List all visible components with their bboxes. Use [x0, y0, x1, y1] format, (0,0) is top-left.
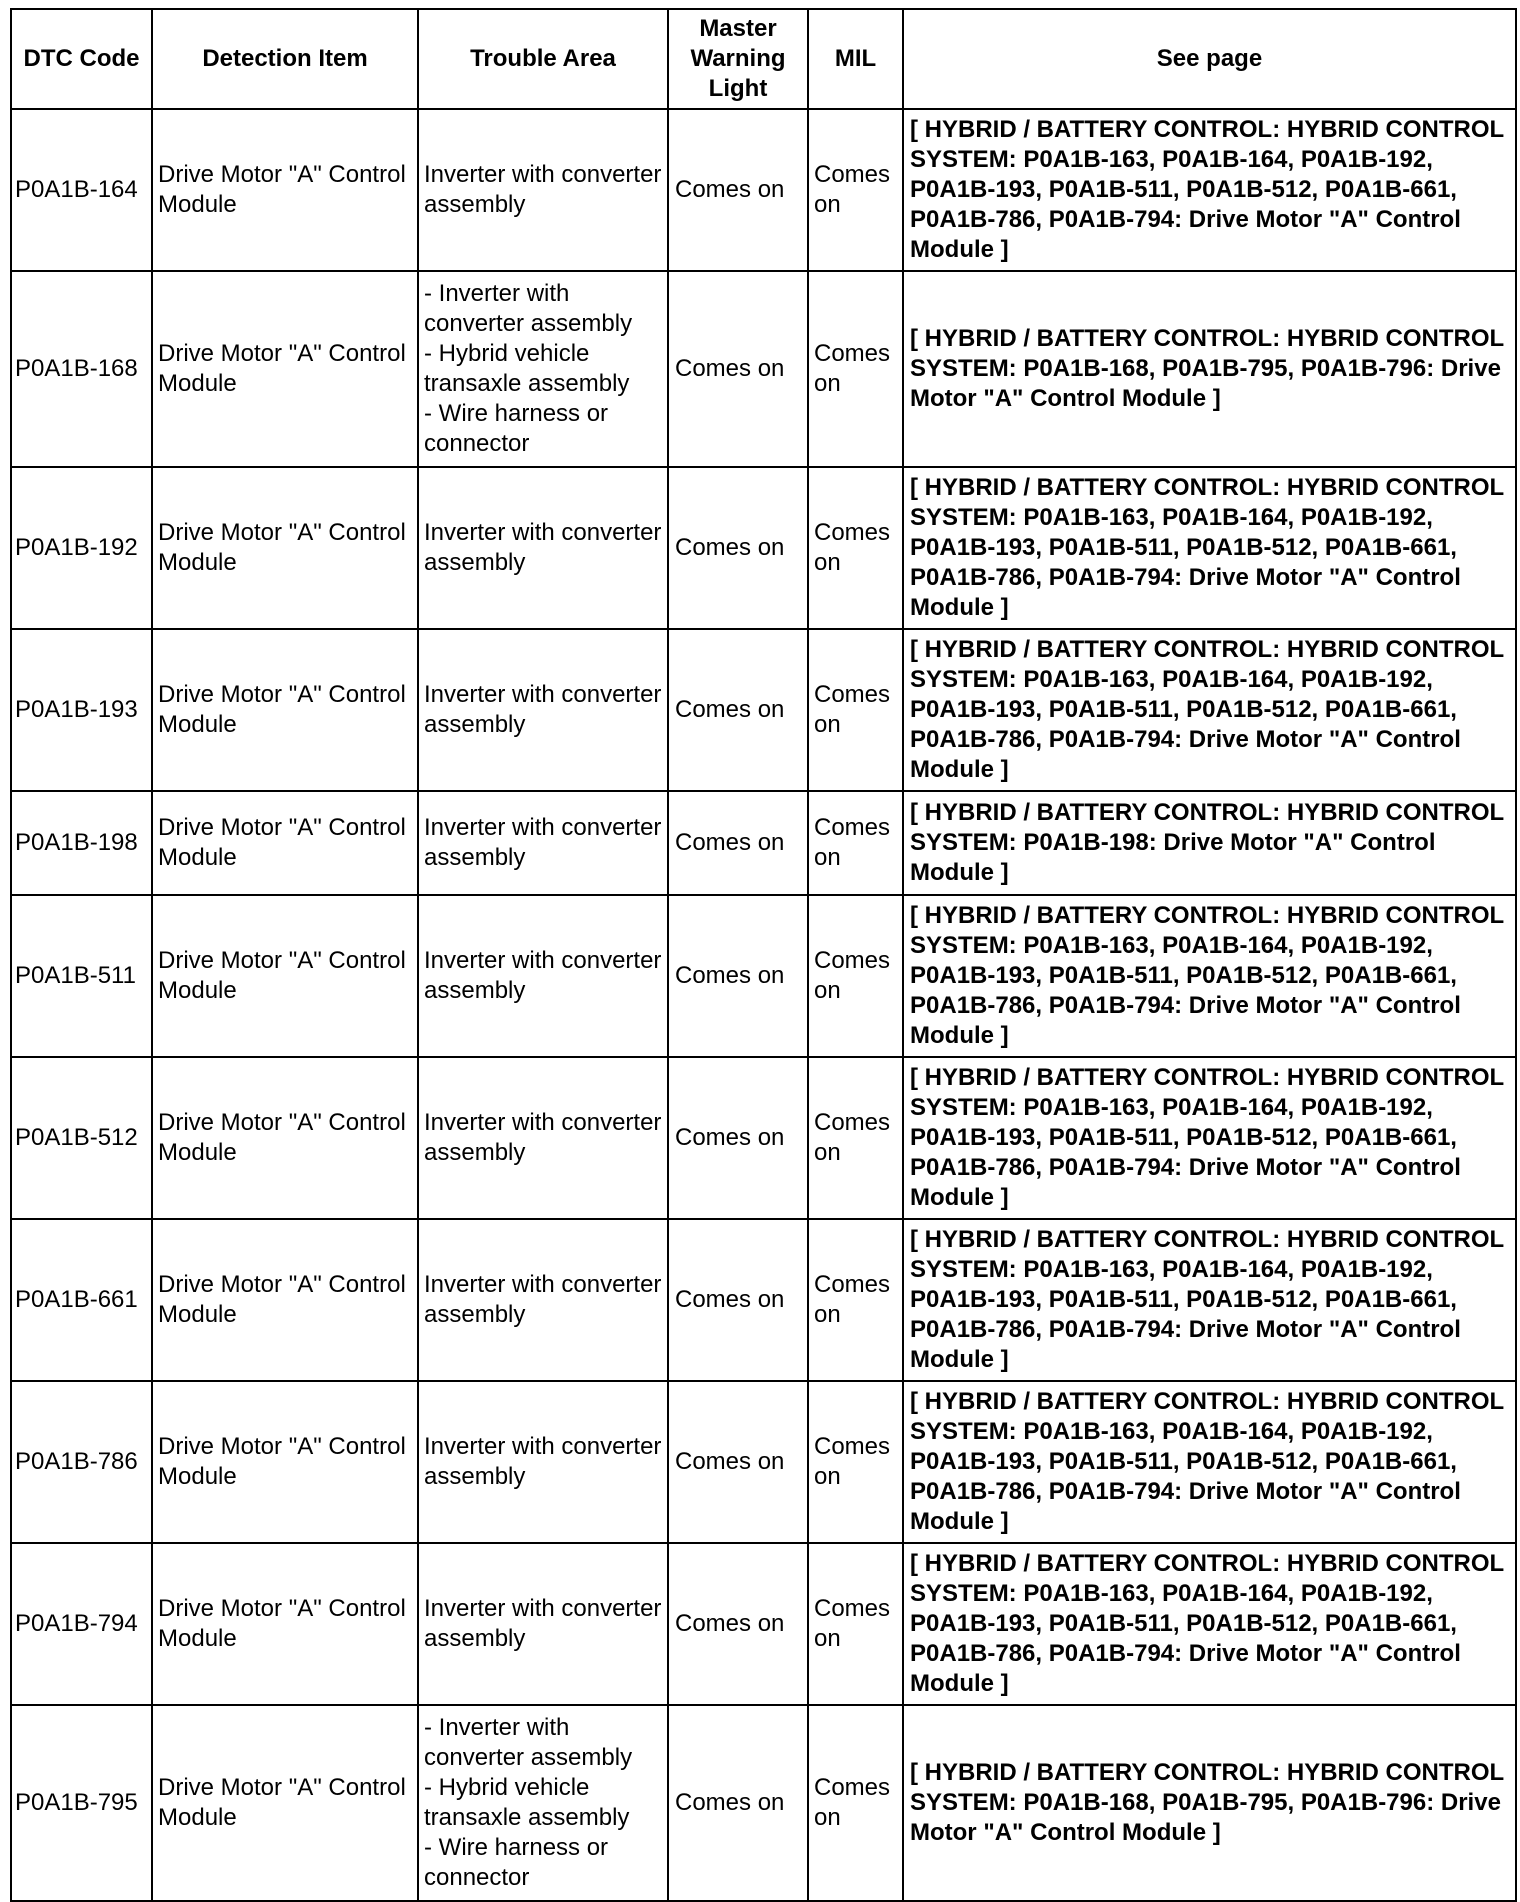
trouble-area-line: - Inverter with converter assembly — [424, 280, 633, 337]
table-row — [11, 1705, 1516, 1901]
dtc-code-cell: P0A1B-786 — [11, 1381, 152, 1543]
trouble-area-cell — [418, 1705, 668, 1901]
trouble-area-line: - Hybrid vehicle transaxle assembly — [424, 1774, 630, 1831]
trouble-area-line: Inverter with converter assembly — [424, 1109, 662, 1166]
dtc-table-container — [10, 8, 1515, 1902]
dtc-code-cell: P0A1B-512 — [11, 1057, 152, 1219]
mil-cell: Comes on — [808, 467, 903, 629]
detection-item-cell: Drive Motor "A" Control Module — [152, 1381, 418, 1543]
see-page-cell: [ HYBRID / BATTERY CONTROL: HYBRID CONTROL SYSTEM: P0A1B-163, P0A1B-164, P0A1B-192, P0A1B-193, P0A1B-511, P0A1B-512, P0A1B-661, P0A1B-786, P0A1B-794: Drive Motor "A" Control Module ] — [903, 1381, 1516, 1543]
see-page-cell: [ HYBRID / BATTERY CONTROL: HYBRID CONTROL SYSTEM: P0A1B-163, P0A1B-164, P0A1B-192, P0A1B-193, P0A1B-511, P0A1B-512, P0A1B-661, P0A1B-786, P0A1B-794: Drive Motor "A" Control Module ] — [903, 895, 1516, 1057]
mil-cell: Comes on — [808, 1057, 903, 1219]
dtc-code-cell: P0A1B-794 — [11, 1543, 152, 1705]
trouble-area-line: Inverter with converter assembly — [424, 1433, 662, 1490]
master-warning-light-cell: Comes on — [668, 1705, 808, 1901]
dtc-code-cell: P0A1B-168 — [11, 271, 152, 467]
mil-cell: Comes on — [808, 109, 903, 271]
dtc-code-cell: P0A1B-193 — [11, 629, 152, 791]
master-warning-light-cell: Comes on — [668, 629, 808, 791]
detection-item-cell: Drive Motor "A" Control Module — [152, 1057, 418, 1219]
master-warning-light-cell: Comes on — [668, 109, 808, 271]
trouble-area-cell — [418, 467, 668, 629]
see-page-cell: [ HYBRID / BATTERY CONTROL: HYBRID CONTROL SYSTEM: P0A1B-163, P0A1B-164, P0A1B-192, P0A1B-193, P0A1B-511, P0A1B-512, P0A1B-661, P0A1B-786, P0A1B-794: Drive Motor "A" Control Module ] — [903, 1057, 1516, 1219]
dtc-code-cell: P0A1B-192 — [11, 467, 152, 629]
table-body — [11, 109, 1516, 1901]
dtc-table — [10, 8, 1517, 1902]
table-header — [11, 9, 1516, 109]
detection-item-cell: Drive Motor "A" Control Module — [152, 467, 418, 629]
see-page-cell: [ HYBRID / BATTERY CONTROL: HYBRID CONTROL SYSTEM: P0A1B-163, P0A1B-164, P0A1B-192, P0A1B-193, P0A1B-511, P0A1B-512, P0A1B-661, P0A1B-786, P0A1B-794: Drive Motor "A" Control Module ] — [903, 629, 1516, 791]
trouble-area-cell — [418, 791, 668, 895]
header-row — [11, 9, 1516, 109]
trouble-area-cell — [418, 629, 668, 791]
see-page-cell: [ HYBRID / BATTERY CONTROL: HYBRID CONTROL SYSTEM: P0A1B-163, P0A1B-164, P0A1B-192, P0A1B-193, P0A1B-511, P0A1B-512, P0A1B-661, P0A1B-786, P0A1B-794: Drive Motor "A" Control Module ] — [903, 109, 1516, 271]
header-master-warning-light: Master Warning Light — [668, 9, 808, 109]
trouble-area-line: Inverter with converter assembly — [424, 161, 662, 218]
detection-item-cell: Drive Motor "A" Control Module — [152, 109, 418, 271]
trouble-area-cell — [418, 1057, 668, 1219]
table-row — [11, 109, 1516, 271]
table-row — [11, 629, 1516, 791]
master-warning-light-cell: Comes on — [668, 1543, 808, 1705]
header-mil: MIL — [808, 9, 903, 109]
trouble-area-line: Inverter with converter assembly — [424, 814, 662, 871]
header-trouble-area: Trouble Area — [418, 9, 668, 109]
trouble-area-cell — [418, 1219, 668, 1381]
trouble-area-line: Inverter with converter assembly — [424, 519, 662, 576]
table-row — [11, 1381, 1516, 1543]
mil-cell: Comes on — [808, 1219, 903, 1381]
detection-item-cell: Drive Motor "A" Control Module — [152, 271, 418, 467]
detection-item-cell: Drive Motor "A" Control Module — [152, 895, 418, 1057]
detection-item-cell: Drive Motor "A" Control Module — [152, 1543, 418, 1705]
dtc-code-cell: P0A1B-511 — [11, 895, 152, 1057]
mil-cell: Comes on — [808, 271, 903, 467]
trouble-area-cell — [418, 1543, 668, 1705]
mil-cell: Comes on — [808, 1381, 903, 1543]
header-dtc-code: DTC Code — [11, 9, 152, 109]
see-page-cell: [ HYBRID / BATTERY CONTROL: HYBRID CONTROL SYSTEM: P0A1B-163, P0A1B-164, P0A1B-192, P0A1B-193, P0A1B-511, P0A1B-512, P0A1B-661, P0A1B-786, P0A1B-794: Drive Motor "A" Control Module ] — [903, 1543, 1516, 1705]
trouble-area-line: - Hybrid vehicle transaxle assembly — [424, 340, 630, 397]
see-page-cell: [ HYBRID / BATTERY CONTROL: HYBRID CONTROL SYSTEM: P0A1B-163, P0A1B-164, P0A1B-192, P0A1B-193, P0A1B-511, P0A1B-512, P0A1B-661, P0A1B-786, P0A1B-794: Drive Motor "A" Control Module ] — [903, 1219, 1516, 1381]
trouble-area-line: - Wire harness or connector — [424, 400, 609, 457]
trouble-area-line: Inverter with converter assembly — [424, 1271, 662, 1328]
master-warning-light-cell: Comes on — [668, 1381, 808, 1543]
see-page-cell: [ HYBRID / BATTERY CONTROL: HYBRID CONTROL SYSTEM: P0A1B-198: Drive Motor "A" Control Module ] — [903, 791, 1516, 895]
see-page-cell: [ HYBRID / BATTERY CONTROL: HYBRID CONTROL SYSTEM: P0A1B-168, P0A1B-795, P0A1B-796: Drive Motor "A" Control Module ] — [903, 271, 1516, 467]
trouble-area-line: - Wire harness or connector — [424, 1834, 609, 1891]
see-page-cell: [ HYBRID / BATTERY CONTROL: HYBRID CONTROL SYSTEM: P0A1B-163, P0A1B-164, P0A1B-192, P0A1B-193, P0A1B-511, P0A1B-512, P0A1B-661, P0A1B-786, P0A1B-794: Drive Motor "A" Control Module ] — [903, 467, 1516, 629]
detection-item-cell: Drive Motor "A" Control Module — [152, 1705, 418, 1901]
mil-cell: Comes on — [808, 791, 903, 895]
dtc-code-cell: P0A1B-661 — [11, 1219, 152, 1381]
master-warning-light-cell: Comes on — [668, 467, 808, 629]
master-warning-light-cell: Comes on — [668, 791, 808, 895]
master-warning-light-cell: Comes on — [668, 1219, 808, 1381]
trouble-area-cell — [418, 1381, 668, 1543]
table-row — [11, 1543, 1516, 1705]
detection-item-cell: Drive Motor "A" Control Module — [152, 791, 418, 895]
detection-item-cell: Drive Motor "A" Control Module — [152, 629, 418, 791]
mil-cell: Comes on — [808, 1705, 903, 1901]
detection-item-cell: Drive Motor "A" Control Module — [152, 1219, 418, 1381]
dtc-code-cell: P0A1B-795 — [11, 1705, 152, 1901]
trouble-area-cell — [418, 895, 668, 1057]
trouble-area-cell — [418, 271, 668, 467]
trouble-area-line: Inverter with converter assembly — [424, 1595, 662, 1652]
trouble-area-cell — [418, 109, 668, 271]
trouble-area-line: - Inverter with converter assembly — [424, 1714, 633, 1771]
header-detection-item: Detection Item — [152, 9, 418, 109]
dtc-code-cell: P0A1B-164 — [11, 109, 152, 271]
see-page-cell: [ HYBRID / BATTERY CONTROL: HYBRID CONTROL SYSTEM: P0A1B-168, P0A1B-795, P0A1B-796: Drive Motor "A" Control Module ] — [903, 1705, 1516, 1901]
table-row — [11, 467, 1516, 629]
header-see-page: See page — [903, 9, 1516, 109]
dtc-code-cell: P0A1B-198 — [11, 791, 152, 895]
table-row — [11, 791, 1516, 895]
table-row — [11, 1057, 1516, 1219]
table-row — [11, 895, 1516, 1057]
mil-cell: Comes on — [808, 1543, 903, 1705]
trouble-area-line: Inverter with converter assembly — [424, 947, 662, 1004]
trouble-area-line: Inverter with converter assembly — [424, 681, 662, 738]
master-warning-light-cell: Comes on — [668, 895, 808, 1057]
table-row — [11, 1219, 1516, 1381]
master-warning-light-cell: Comes on — [668, 271, 808, 467]
mil-cell: Comes on — [808, 895, 903, 1057]
master-warning-light-cell: Comes on — [668, 1057, 808, 1219]
mil-cell: Comes on — [808, 629, 903, 791]
table-row — [11, 271, 1516, 467]
